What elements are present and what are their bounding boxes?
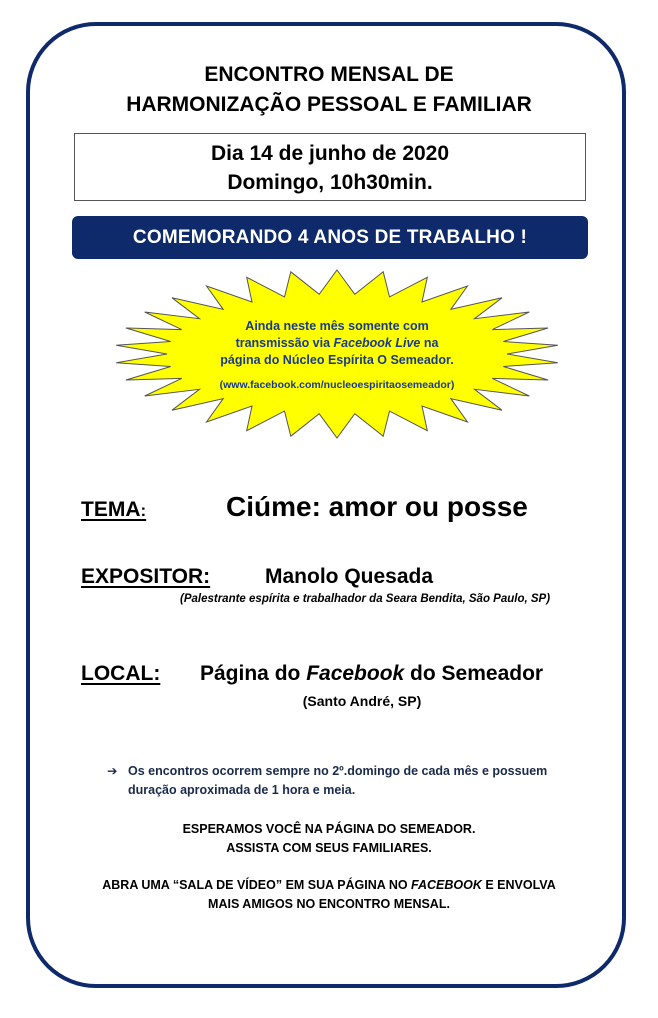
schedule-note-text: Os encontros ocorrem sempre no 2º.domingo de cada mês e possuem duração aproximada de 1 hora e meia. [128, 764, 548, 797]
title-line-2: HARMONIZAÇÃO PESSOAL E FAMILIAR [126, 93, 532, 116]
time-line: Domingo, 10h30min. [227, 171, 433, 194]
expositor-description: (Palestrante espírita e trabalhador da Seara Bendita, São Paulo, SP) [180, 593, 551, 605]
schedule-note [107, 762, 597, 800]
anniversary-banner: COMEMORANDO 4 ANOS DE TRABALHO ! [72, 216, 588, 259]
video-room-post: E ENVOLVA [481, 878, 556, 892]
starburst-line-1: Ainda neste mês somente com [245, 319, 429, 333]
starburst-line-2-pre: transmissão via [235, 336, 334, 350]
video-room-facebook: FACEBOOK [411, 878, 482, 892]
local-value-post: do Semeador [404, 662, 544, 685]
invitation-line-1: ESPERAMOS VOCÊ NA PÁGINA DO SEMEADOR. [182, 822, 476, 836]
expositor-name: Manolo Quesada [265, 565, 434, 588]
starburst-message [112, 318, 562, 369]
local-city: (Santo André, SP) [302, 693, 422, 709]
invitation-line-2: ASSISTA COM SEUS FAMILIARES. [226, 841, 432, 855]
starburst-line-2 [112, 335, 562, 352]
title-line-1: ENCONTRO MENSAL DE [204, 63, 454, 86]
video-room-line-2: MAIS AMIGOS NO ENCONTRO MENSAL. [208, 897, 450, 911]
tema-value: Ciúme: amor ou posse [226, 491, 528, 522]
video-room-text [0, 876, 658, 914]
date-line: Dia 14 de junho de 2020 [210, 142, 450, 165]
facebook-url: (www.facebook.com/nucleoespiritaosemeador) [219, 379, 455, 391]
tema-label-text: TEMA [81, 498, 141, 521]
starburst-line-2-post: na [420, 336, 439, 350]
tema-label [81, 498, 146, 522]
tema-label-colon: : [140, 501, 147, 520]
starburst-line-3: página do Núcleo Espírita O Semeador. [220, 353, 454, 367]
video-room-line-1 [0, 876, 658, 895]
local-label: LOCAL: [81, 662, 161, 685]
date-box [74, 133, 586, 201]
expositor-label: EXPOSITOR: [81, 565, 211, 588]
arrow-right-icon: ➔ [107, 764, 118, 778]
page-title [0, 60, 658, 120]
facebook-live-text: Facebook Live [333, 336, 421, 350]
invitation-text [0, 820, 658, 858]
local-value [200, 662, 543, 686]
video-room-pre: ABRA UMA “SALA DE VÍDEO” EM SUA PÁGINA NO [102, 878, 412, 892]
local-value-pre: Página do [200, 662, 307, 685]
local-value-facebook: Facebook [306, 662, 405, 685]
